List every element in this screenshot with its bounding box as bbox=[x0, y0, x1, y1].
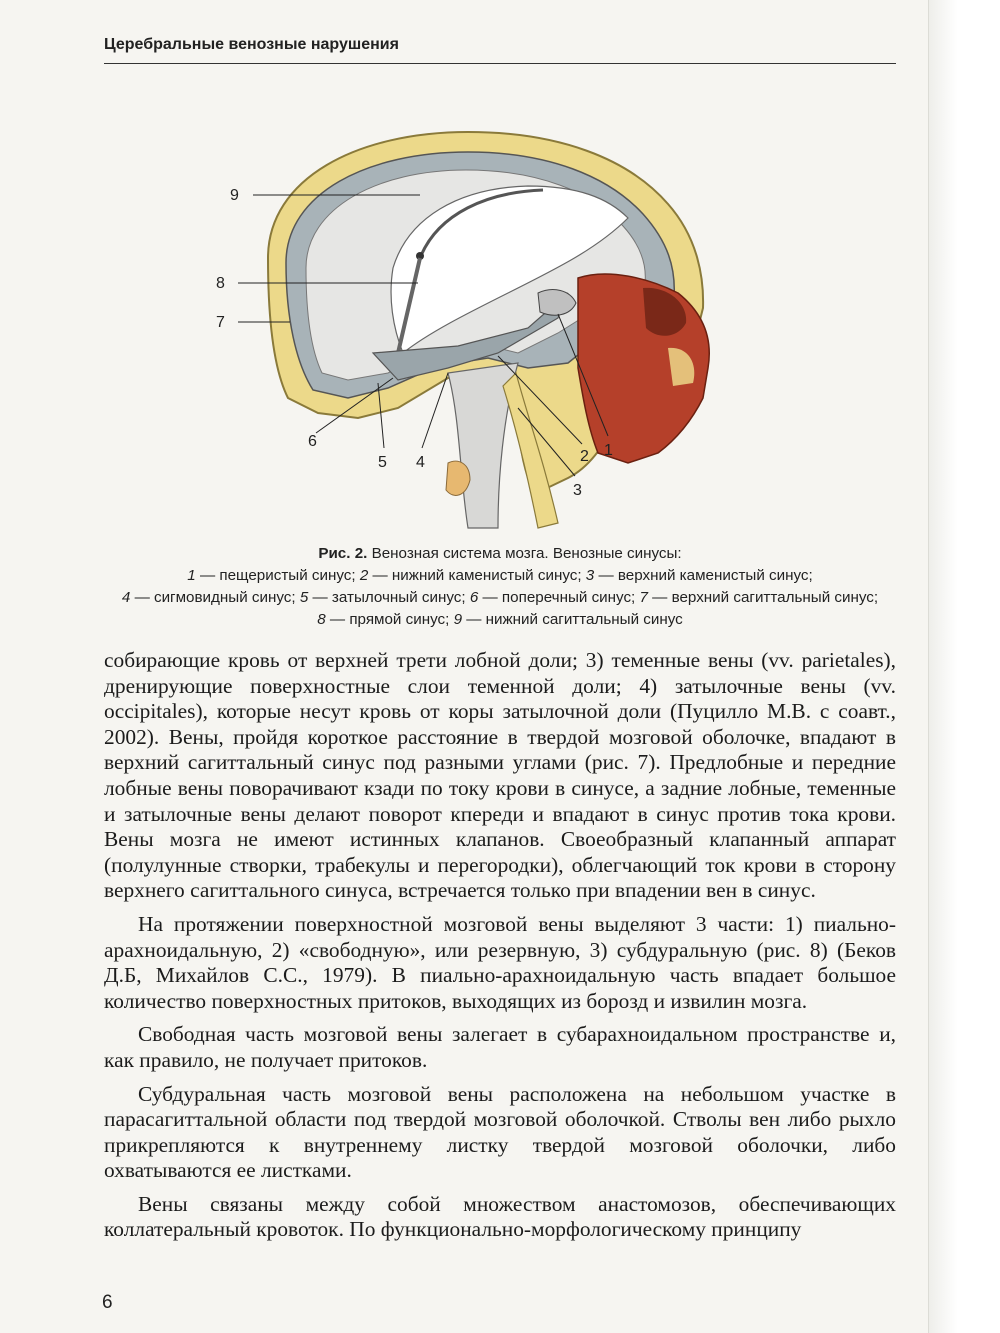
caption-text: — затылочный синус; bbox=[308, 589, 470, 606]
caption-text: — поперечный синус; bbox=[478, 589, 640, 606]
caption-text: — пещеристый синус; bbox=[195, 567, 360, 584]
page-number: 6 bbox=[102, 1292, 113, 1313]
caption-text: — прямой синус; bbox=[325, 611, 454, 628]
figure-label-8: 8 bbox=[216, 275, 225, 292]
paragraph: собирающие кровь от верхней трети лобной доли; 3) теменные вены (vv. parietales), дренирующие поверхностные слои теменной доли; 4) затылочные вены (vv. occipitales), которые несут кровь от коры затылочной доли (Пуцилло М.В. с соавт., 2002). Вены, пройдя короткое расстояние в твердой мозговой оболочке, впадают в верхний сагиттальный синус под разными углами (рис. 7). Предлобные и передние лобные вены поворачивают кзади по току крови в синусе, а задние лобные, теменные и затылочные вены делают поворот кпереди и впадают в синус против тока крови. Вены мозга не имеют истинных клапанов. Своеобразный клапанный аппарат (полулунные створки, трабекулы и перегородки), облегчающий ток крови в сторону верхнего сагиттального синуса, встречается только при впадении вен в синус. bbox=[104, 648, 896, 903]
caption-num: 5 bbox=[299, 589, 309, 606]
venous-system-illustration bbox=[198, 118, 758, 538]
caption-text: — сигмовидный синус; bbox=[130, 589, 300, 606]
caption-title: Рис. 2. bbox=[318, 545, 368, 562]
caption-num: 2 bbox=[359, 567, 369, 584]
caption-text: — нижний сагиттальный синус bbox=[462, 611, 683, 628]
caption-text: — верхний сагиттальный синус; bbox=[647, 589, 879, 606]
page-edge bbox=[928, 0, 1000, 1333]
paragraph: На протяжении поверхностной мозговой вены выделяют 3 части: 1) пиально-арахноидальную, 2) «свободную», или резервную, 3) субдуральную (рис. 8) (Беков Д.Б, Михайлов С.С., 1979). В пиально-арахноидальную часть впадает большое количество поверхностных притоков, выходящих из борозд и извилин мозга. bbox=[104, 911, 896, 1013]
figure-label-6: 6 bbox=[308, 433, 317, 450]
caption-num: 7 bbox=[639, 589, 648, 606]
anatomical-figure bbox=[198, 118, 758, 538]
figure-label-4: 4 bbox=[416, 454, 425, 471]
figure-label-9: 9 bbox=[230, 187, 239, 204]
header-rule bbox=[104, 63, 896, 64]
body-text bbox=[104, 648, 896, 1251]
paragraph: Свободная часть мозговой вены залегает в субарахноидальном пространстве и, как правило, не получает притоков. bbox=[104, 1022, 896, 1072]
figure-label-7: 7 bbox=[216, 314, 225, 331]
running-head: Цеpебpальные венозные нарушения bbox=[104, 36, 399, 53]
figure-label-2: 2 bbox=[580, 448, 589, 465]
caption-num: 6 bbox=[469, 589, 479, 606]
caption-lead: Венозная система мозга. Венозные синусы: bbox=[367, 545, 682, 562]
caption-num: 3 bbox=[585, 567, 595, 584]
caption-num: 9 bbox=[453, 611, 463, 628]
paragraph: Вены связаны между собой множеством анастомозов, обеспечивающих коллатеральный кровоток. По функционально-морфологическому принципу bbox=[104, 1191, 896, 1242]
paragraph: Субдуральная часть мозговой вены расположена на небольшом участке в парасагиттальной области под твердой мозговой оболочкой. Стволы вен либо рыхло прикрепляются к внутреннему листку твердой мозговой оболочки, либо охватываются ее листками. bbox=[104, 1081, 896, 1183]
caption-text: — верхний каменистый синус; bbox=[594, 567, 813, 584]
caption-text: — нижний каменистый синус; bbox=[368, 567, 586, 584]
caption-num: 1 bbox=[187, 567, 196, 584]
figure-label-1: 1 bbox=[604, 442, 613, 459]
figure-caption bbox=[120, 543, 880, 631]
caption-num: 8 bbox=[317, 611, 326, 628]
figure-label-5: 5 bbox=[378, 454, 387, 471]
figure-label-3: 3 bbox=[573, 482, 582, 499]
caption-num: 4 bbox=[121, 589, 131, 606]
